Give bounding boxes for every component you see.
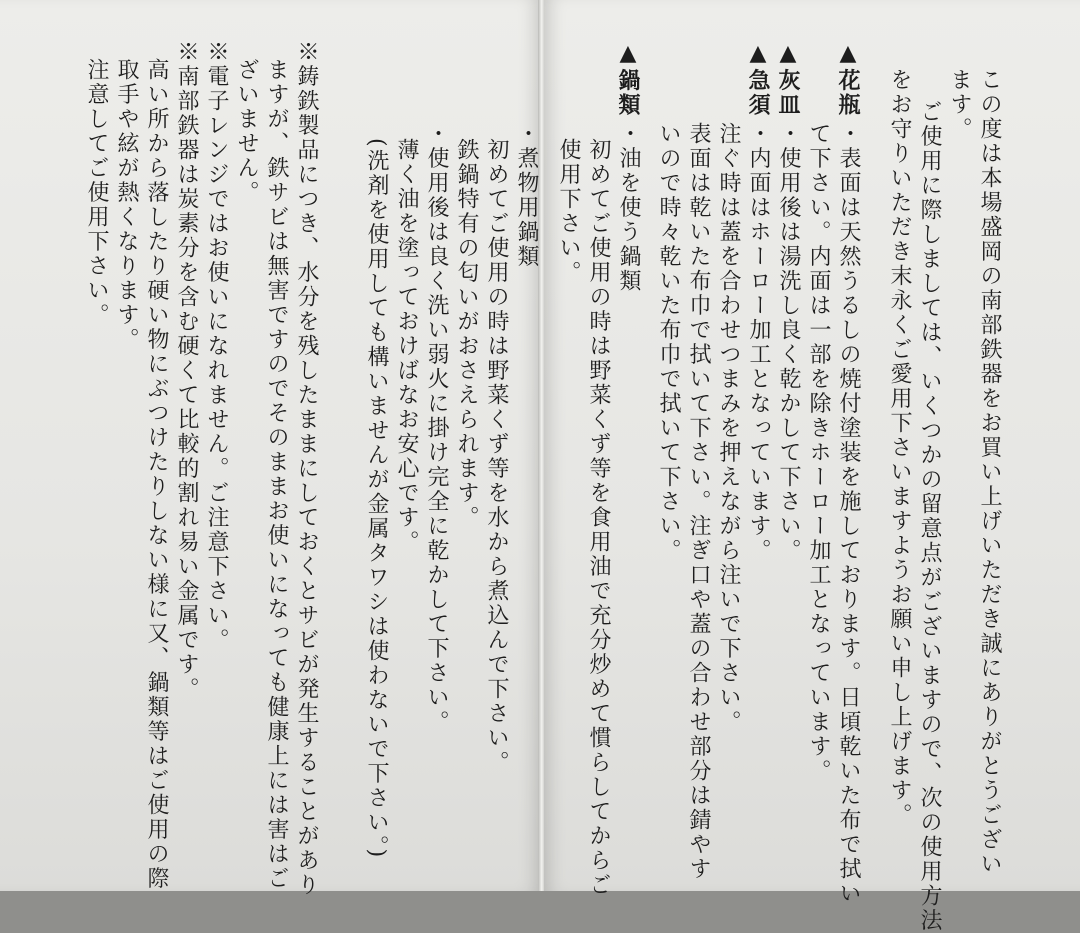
note-brittle-line-4: 注意してご使用下さい。 xyxy=(84,58,109,328)
teapot-line-4: いので時々乾いた布巾で拭いて下さい。 xyxy=(656,122,681,563)
left-line-4: ・使用後は良く洗い弱火に掛け完全に乾かして下さい。 xyxy=(424,122,449,735)
intro-line-4: をお守りいただき末永くご愛用下さいますようお願い申し上げます。 xyxy=(887,68,912,828)
teapot-line-2: 注ぐ時は蓋を合わせつまみを押えながら注いで下さい。 xyxy=(716,122,741,735)
triangle-marker-icon: ▲ xyxy=(615,40,641,69)
pots-line-2: 初めてご使用の時は野菜くず等を食用油で充分炒めて慣らしてからご xyxy=(586,138,611,898)
intro-line-2: ます。 xyxy=(947,68,972,142)
vase-line-1: ・表面は天然うるしの焼付塗装を施しております。日頃乾いた布で拭い xyxy=(836,122,861,906)
note-rust-line-1: ※鋳鉄製品につき、水分を残したままにしておくとサビが発生することがあり xyxy=(294,40,319,898)
note-brittle-line-2: 高い所から落したり硬い物にぶつけたりしない様に又、鍋類等はご使用の際 xyxy=(144,58,169,891)
section-title-ashtray: 灰皿 xyxy=(775,68,801,118)
simmer-pots-heading: ・煮物用鍋類 xyxy=(514,122,539,269)
section-title-teapot: 急須 xyxy=(745,68,771,118)
teapot-line-1: ・内面はホーロー加工となっています。 xyxy=(746,122,771,563)
left-line-2: 初めてご使用の時は野菜くず等を水から煮込んで下さい。 xyxy=(484,138,509,775)
section-title-pots: 鍋類 xyxy=(615,68,641,118)
note-microwave: ※電子レンジではお使いになれません。ご注意下さい。 xyxy=(204,40,229,653)
section-heading-teapot xyxy=(742,40,774,118)
left-line-3: 鉄鍋特有の匂いがおさえられます。 xyxy=(454,138,479,530)
triangle-marker-icon: ▲ xyxy=(745,40,771,69)
section-heading-vase xyxy=(832,40,864,118)
triangle-marker-icon: ▲ xyxy=(775,40,801,69)
vase-line-2: て下さい。内面は一部を除きホーロー加工となっています。 xyxy=(806,122,831,784)
pots-line-1: ・油を使う鍋類 xyxy=(616,122,641,294)
note-rust-line-2: ますが、鉄サビは無害ですのでそのままお使いになっても健康上には害はご xyxy=(264,58,289,891)
note-brittle-line-3: 取手や絃が熱くなります。 xyxy=(114,58,139,352)
note-rust-line-3: ざいません。 xyxy=(234,58,259,205)
triangle-marker-icon: ▲ xyxy=(835,40,861,69)
section-heading-ashtray xyxy=(772,40,804,118)
intro-line-3: ご使用に際しましては、いくつかの留意点がございますので、次の使用方法 xyxy=(917,100,942,933)
intro-line-1: この度は本場盛岡の南部鉄器をお買い上げいただき誠にありがとうござい xyxy=(977,68,1002,877)
section-title-vase: 花瓶 xyxy=(835,68,861,118)
note-brittle-line-1: ※南部鉄器は炭素分を含む硬くて比較的割れ易い金属です。 xyxy=(174,40,199,702)
pots-line-3: 使用下さい。 xyxy=(556,138,581,285)
ashtray-line-1: ・使用後は湯洗し良く乾かして下さい。 xyxy=(776,122,801,563)
teapot-line-3: 表面は乾いた布巾で拭いて下さい。注ぎ口や蓋の合わせ部分は錆やす xyxy=(686,122,711,882)
section-heading-pots xyxy=(612,40,644,118)
left-line-6: (洗剤を使用しても構いませんが金属タワシは使わないで下さい。) xyxy=(364,138,389,860)
left-line-5: 薄く油を塗っておけばなお安心です。 xyxy=(394,138,419,555)
